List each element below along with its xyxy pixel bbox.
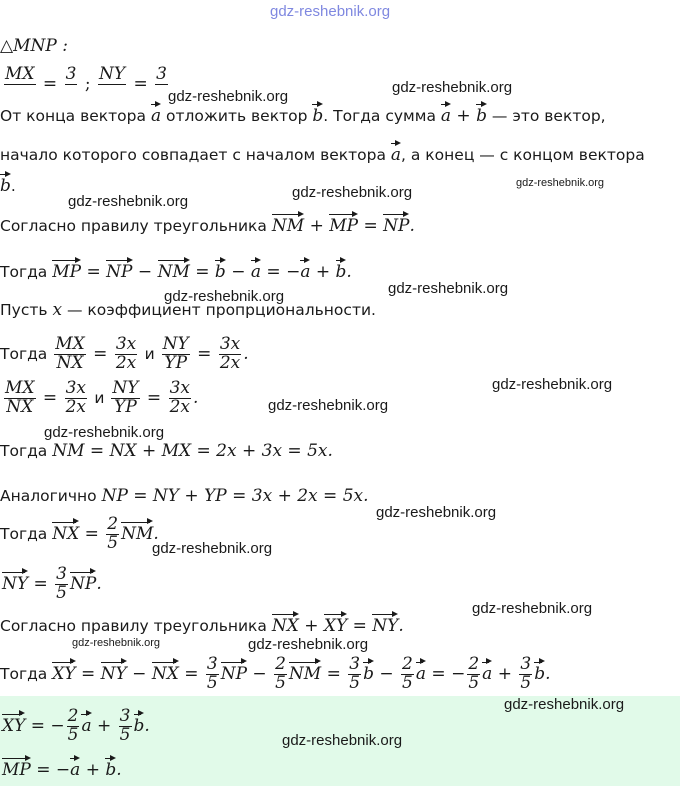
fraction-three-b: 3 — [156, 64, 167, 84]
proportion-line-1: Тогда $\frac{MX}{NX}$ = $\frac{3x}{2x}$ и $\frac{NY}{YP}$ = $\frac{3x}{2x}$ . — [0, 334, 249, 373]
nx-vector-line: Тогда NX = $\frac{2}{5}$ NM. — [0, 514, 159, 553]
watermark[interactable]: gdz-reshebnik.org — [68, 193, 189, 210]
np-sum-line: Аналогично NP = NY + YP = 3x + 2x = 5x. — [0, 486, 369, 506]
watermark[interactable]: gdz-reshebnik.org — [292, 184, 413, 201]
watermark[interactable]: gdz-reshebnik.org — [168, 88, 289, 105]
mp-derivation: Тогда MP = NP − NM = b − a = −a + b. — [0, 262, 352, 282]
triangle-label: △MNP : — [0, 36, 68, 56]
watermark[interactable]: gdz-reshebnik.org — [152, 540, 273, 557]
watermark[interactable]: gdz-reshebnik.org — [504, 696, 625, 713]
watermark[interactable]: gdz-reshebnik.org — [248, 636, 369, 653]
watermark[interactable]: gdz-reshebnik.org — [44, 424, 165, 441]
ratio-line: MX = 3 ; NY = 3 — [2, 66, 170, 103]
text-line-3: b. — [0, 176, 16, 196]
watermark[interactable]: gdz-reshebnik.org — [472, 600, 593, 617]
answer-xy: XY = − $\frac{2}{5}$ a + $\frac{3}{5}$ b. — [2, 706, 150, 745]
watermark[interactable]: gdz-reshebnik.org — [392, 79, 513, 96]
watermark[interactable]: gdz-reshebnik.org — [516, 177, 605, 189]
watermark[interactable]: gdz-reshebnik.org — [72, 637, 161, 649]
answer-mp: MP = −a + b. — [2, 760, 122, 780]
triangle-rule-2: Согласно правилу треугольника NX + XY = NY. — [0, 616, 404, 636]
triangle-rule-1: Согласно правилу треугольника NM + MP = NP. — [0, 216, 415, 236]
xy-derivation: Тогда XY = NY − NX = $\frac{3}{5}$ NP − $\frac{2}{5}$ NM = $\frac{3}{5}$ b − $\frac{2}{5}$ a = − $\frac{2}{5}$ a + $\frac{3}{5}$ b. — [0, 654, 551, 693]
ny-vector-line: NY = $\frac{3}{5}$ NP. — [2, 564, 102, 603]
triangle-heading — [0, 36, 68, 56]
text-line-2: начало которого совпадает с началом вектора a, а конец — с концом вектора — [0, 145, 645, 165]
watermark[interactable]: gdz-reshebnik.org — [492, 376, 613, 393]
watermark[interactable]: gdz-reshebnik.org — [388, 280, 509, 297]
text-line-1: От конца вектора a отложить вектор b. Тогда сумма a + b — это вектор, — [0, 106, 606, 126]
let-x-line: Пусть x — коэффициент пропрциональности. — [0, 300, 376, 320]
watermark[interactable]: gdz-reshebnik.org — [282, 732, 403, 749]
fraction-ny: NY — [98, 64, 126, 84]
watermark[interactable]: gdz-reshebnik.org — [268, 397, 389, 414]
proportion-line-2: $\frac{MX}{NX}$ = $\frac{3x}{2x}$ и $\frac{NY}{YP}$ = $\frac{3x}{2x}$ . — [5, 378, 199, 417]
fraction-three: 3 — [65, 64, 77, 84]
nm-sum-line: Тогда NM = NX + MX = 2x + 3x = 5x. — [0, 441, 333, 461]
fraction-mx: MX — [5, 64, 35, 84]
watermark[interactable]: gdz-reshebnik.org — [164, 288, 285, 305]
watermark[interactable]: gdz-reshebnik.org — [376, 504, 497, 521]
header-watermark[interactable]: gdz-reshebnik.org — [270, 3, 391, 20]
